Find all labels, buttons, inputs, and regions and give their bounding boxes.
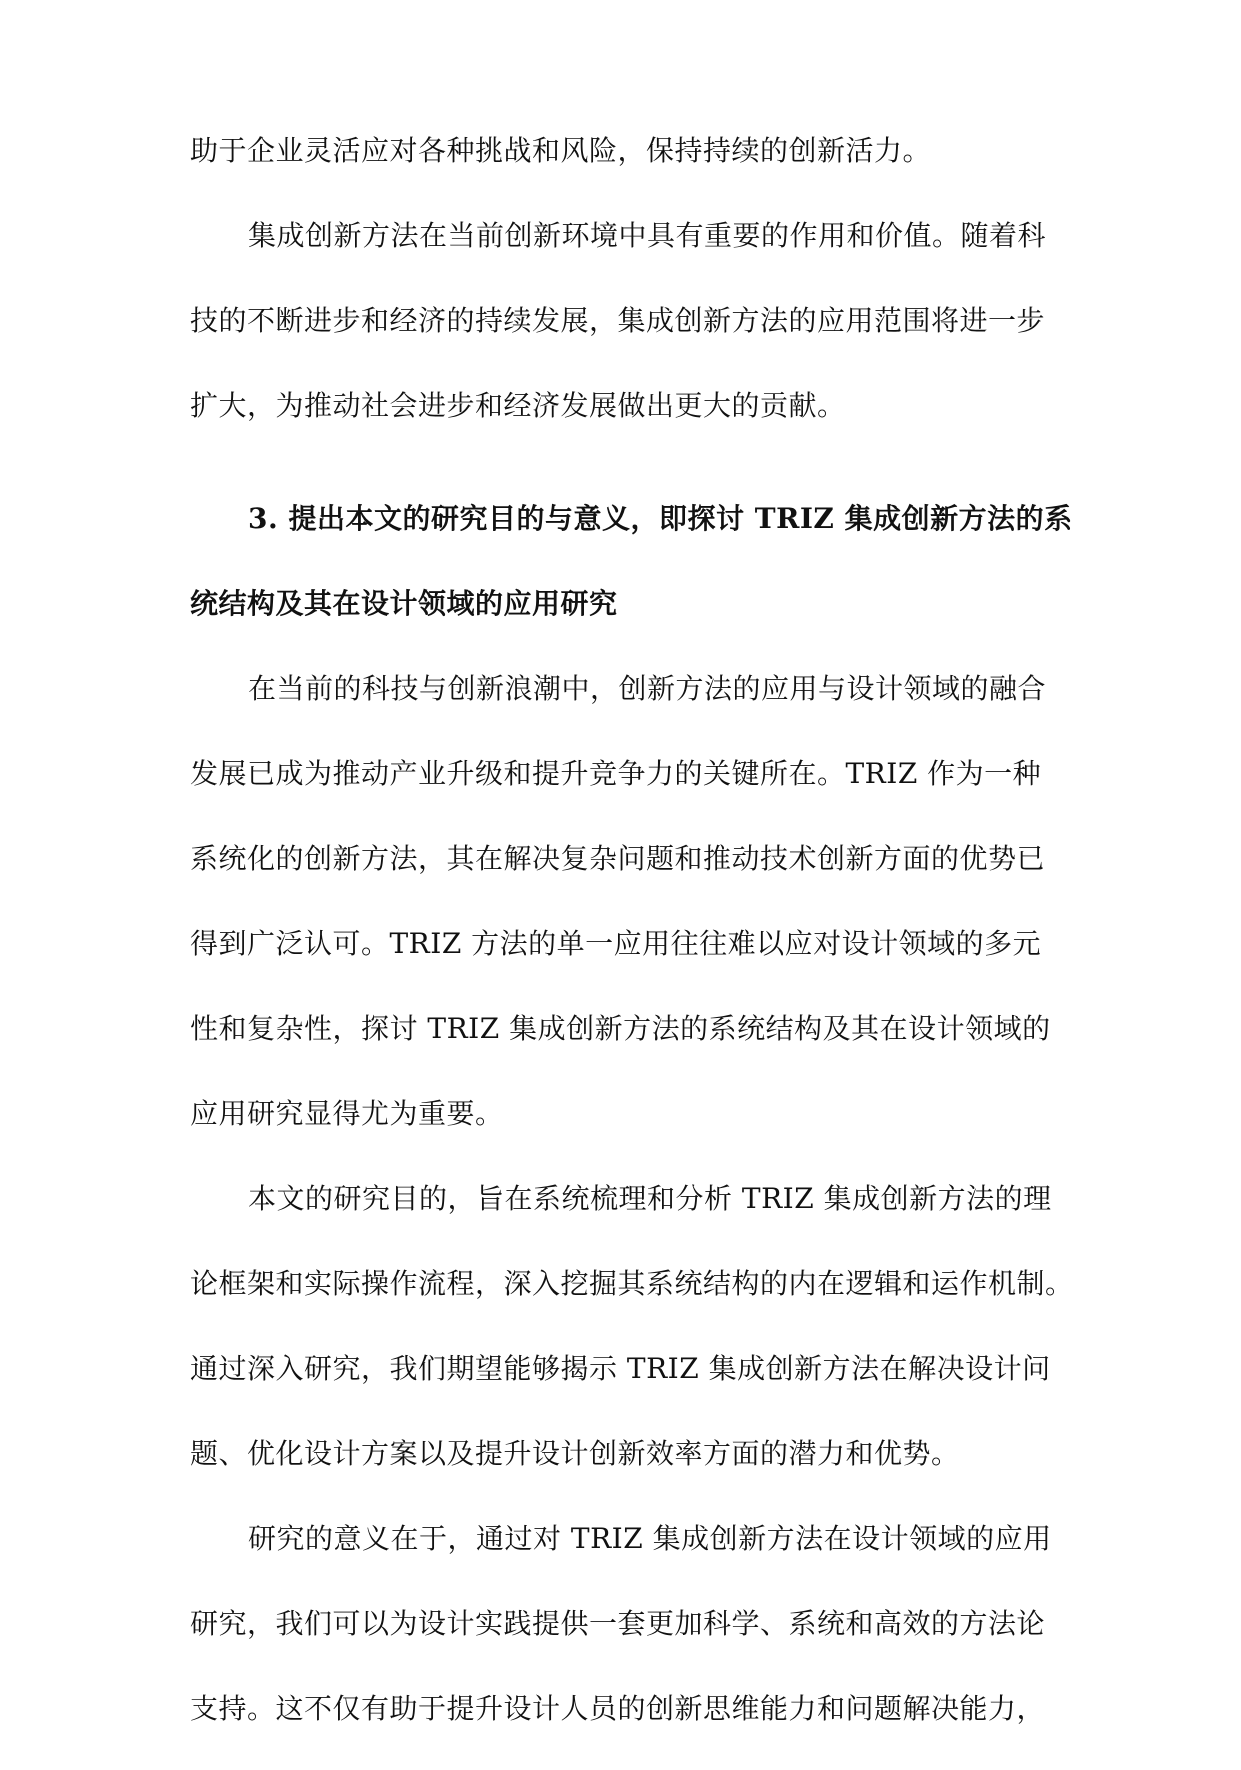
paragraph-line: 扩大，为推动社会进步和经济发展做出更大的贡献。	[190, 389, 846, 422]
paragraph-line: 论框架和实际操作流程，深入挖掘其系统结构的内在逻辑和运作机制。	[190, 1267, 1074, 1300]
paragraph-line: 通过深入研究，我们期望能够揭示 TRIZ 集成创新方法在解决设计问	[190, 1352, 1051, 1385]
continuation-paragraph	[190, 127, 1070, 212]
paragraph-research-context	[190, 665, 1070, 1175]
paragraph-line: 得到广泛认可。TRIZ 方法的单一应用往往难以应对设计领域的多元	[190, 927, 1042, 960]
paragraph-line: 性和复杂性，探讨 TRIZ 集成创新方法的系统结构及其在设计领域的	[190, 1012, 1051, 1045]
paragraph-line: 题、优化设计方案以及提升设计创新效率方面的潜力和优势。	[190, 1437, 960, 1470]
paragraph-line: 系统化的创新方法，其在解决复杂问题和推动技术创新方面的优势已	[190, 842, 1046, 875]
paragraph-line: 应用研究显得尤为重要。	[190, 1097, 504, 1130]
paragraph-line: 本文的研究目的，旨在系统梳理和分析 TRIZ 集成创新方法的理	[248, 1182, 1052, 1215]
paragraph-line: 发展已成为推动产业升级和提升竞争力的关键所在。TRIZ 作为一种	[190, 757, 1042, 790]
section-spacer	[190, 467, 1070, 495]
paragraph-line: 在当前的科技与创新浪潮中，创新方法的应用与设计领域的融合	[248, 672, 1047, 705]
paragraph-line: 技的不断进步和经济的持续发展，集成创新方法的应用范围将进一步	[190, 304, 1046, 337]
paragraph-line: 支持。这不仅有助于提升设计人员的创新思维能力和问题解决能力，	[190, 1692, 1046, 1725]
paragraph-line: 研究的意义在于，通过对 TRIZ 集成创新方法在设计领域的应用	[248, 1522, 1052, 1555]
heading-line: 统结构及其在设计领域的应用研究	[190, 587, 618, 620]
paragraph-research-significance	[190, 1515, 1070, 1770]
paragraph-research-purpose	[190, 1175, 1074, 1515]
document-body	[190, 127, 1074, 1770]
paragraph-line: 助于企业灵活应对各种挑战和风险，保持持续的创新活力。	[190, 134, 932, 167]
section-heading	[190, 495, 1073, 665]
paragraph-value-of-integrated-innovation	[190, 212, 1070, 467]
heading-line: 3. 提出本文的研究目的与意义，即探讨 TRIZ 集成创新方法的系	[248, 502, 1073, 535]
paragraph-line: 集成创新方法在当前创新环境中具有重要的作用和价值。随着科	[248, 219, 1047, 252]
paragraph-line: 研究，我们可以为设计实践提供一套更加科学、系统和高效的方法论	[190, 1607, 1046, 1640]
